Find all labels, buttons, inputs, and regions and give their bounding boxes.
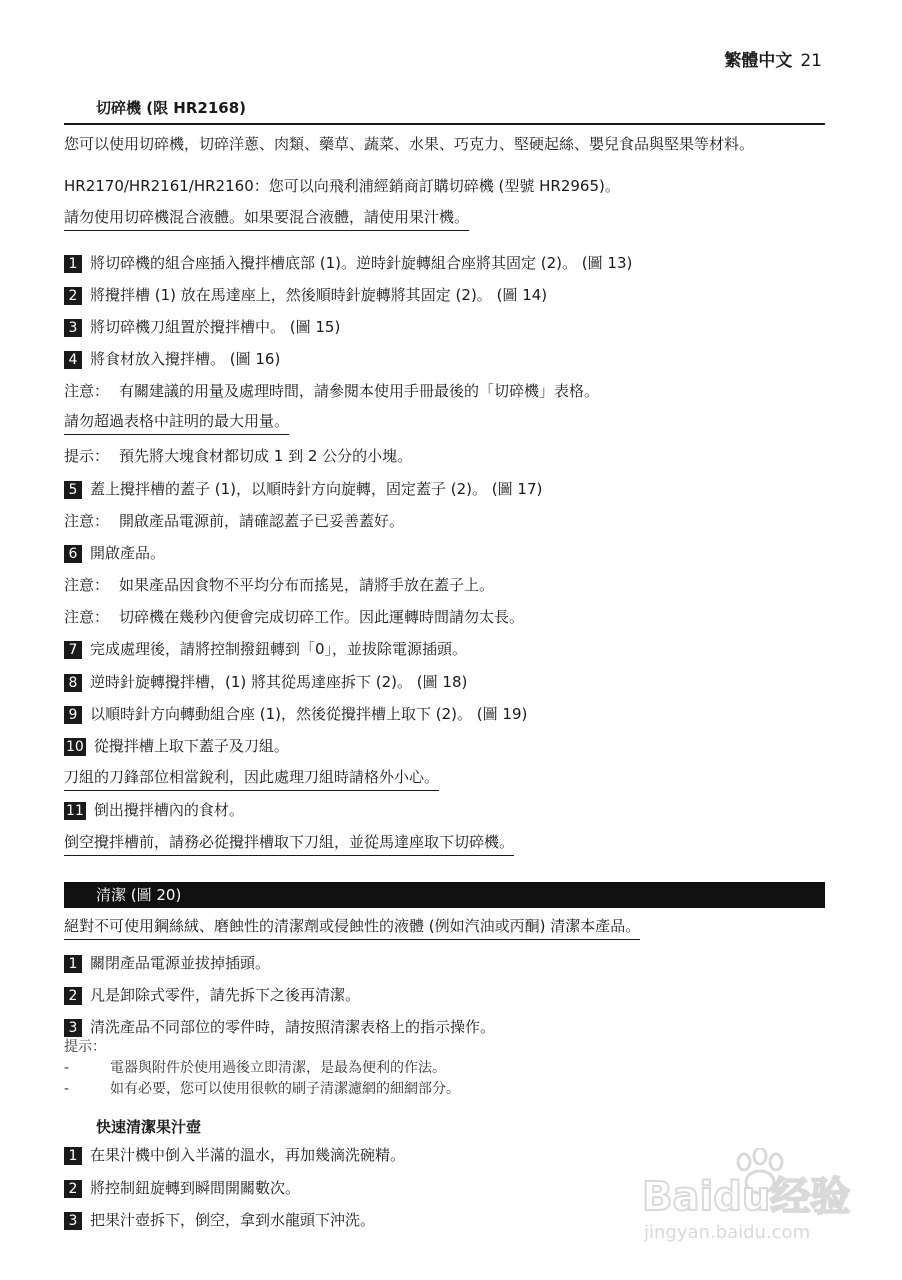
tip-text: 如有必要，您可以使用很軟的刷子清潔濾網的細網部分。 xyxy=(110,1081,460,1097)
step-number: 4 xyxy=(64,351,82,369)
tip-text: 電器與附件於使用過後立即清潔，是最為便利的作法。 xyxy=(110,1060,446,1076)
step-text: 蓋上攪拌槽的蓋子 (1)，以順時針方向旋轉，固定蓋子 (2)。 (圖 17) xyxy=(90,480,543,498)
bullet: - xyxy=(64,1081,70,1097)
clean-step-2 xyxy=(64,985,360,1005)
note-text: 有關建議的用量及處理時間，請參閱本使用手冊最後的「切碎機」表格。 xyxy=(119,382,600,400)
step-number: 1 xyxy=(64,1147,82,1165)
step-text: 在果汁機中倒入半滿的溫水，再加幾滴洗碗精。 xyxy=(90,1146,406,1164)
quick-step-2 xyxy=(64,1178,300,1198)
step-11 xyxy=(64,800,244,820)
step-text: 把果汁壺拆下，倒空，拿到水龍頭下沖洗。 xyxy=(90,1211,376,1229)
step-text: 將控制鈕旋轉到瞬間開關數次。 xyxy=(90,1179,301,1197)
step-number: 1 xyxy=(64,255,82,273)
step-number: 3 xyxy=(64,1212,82,1230)
model-note: HR2170/HR2161/HR2160：您可以向飛利浦經銷商訂購切碎機 (型號 HR2965)。 xyxy=(64,177,620,195)
warning-text: 絕對不可使用鋼絲絨、磨蝕性的清潔劑或侵蝕性的液體 (例如汽油或丙酮) 清潔本產品。 xyxy=(64,917,640,940)
section-title-cleaning: 清潔 (圖 20) xyxy=(96,886,182,904)
paw-toe xyxy=(754,1148,766,1164)
paw-toe xyxy=(738,1154,750,1170)
step-3 xyxy=(64,317,340,337)
page-number: 21 xyxy=(800,51,822,71)
step-number: 11 xyxy=(66,803,84,819)
note-text: 如果產品因食物不平均分布而搖晃，請將手放在蓋子上。 xyxy=(119,576,495,594)
section-rule xyxy=(64,123,825,125)
step-9 xyxy=(64,704,527,724)
step-text: 開啟產品。 xyxy=(90,544,166,562)
warning-text: 刀組的刀鋒部位相當銳利，因此處理刀組時請格外小心。 xyxy=(64,768,439,791)
section-title-chopper: 切碎機 (限 HR2168) xyxy=(96,99,247,117)
step-number: 10 xyxy=(66,739,84,755)
warning-line xyxy=(64,207,469,227)
step-text: 將切碎機的組合座插入攪拌槽底部 (1)。逆時針旋轉組合座將其固定 (2)。 (圖 13) xyxy=(90,254,633,272)
step-text: 以順時針方向轉動組合座 (1)，然後從攪拌槽上取下 (2)。 (圖 19) xyxy=(90,705,528,723)
step-number: 2 xyxy=(64,1180,82,1198)
intro-paragraph: 您可以使用切碎機，切碎洋蔥、肉類、藥草、蔬菜、水果、巧克力、堅硬起絲、嬰兒食品與堅果等材料。 xyxy=(64,135,755,153)
tip-label: 提示： xyxy=(64,447,110,465)
step-5 xyxy=(64,479,542,499)
quick-step-1 xyxy=(64,1145,405,1165)
paw-toe xyxy=(770,1154,782,1170)
step-1 xyxy=(64,253,632,273)
step-number: 9 xyxy=(64,706,82,724)
watermark-url: jingyan.baidu.com xyxy=(644,1222,811,1243)
tip-item xyxy=(64,1059,446,1077)
step-6 xyxy=(64,543,165,563)
step-number: 7 xyxy=(64,641,82,659)
note-label: 注意： xyxy=(64,512,110,530)
step-text: 逆時針旋轉攪拌槽，(1) 將其從馬達座拆下 (2)。 (圖 18) xyxy=(90,673,468,691)
warning-text: 倒空攪拌槽前，請務必從攪拌槽取下刀組，並從馬達座取下切碎機。 xyxy=(64,833,514,856)
language-label: 繁體中文 xyxy=(724,51,793,71)
tip-line xyxy=(64,446,412,466)
note-label: 注意： xyxy=(64,608,110,626)
section-bar-cleaning xyxy=(64,882,825,908)
note-line xyxy=(64,607,524,627)
step-number: 1 xyxy=(64,955,82,973)
step-text: 將食材放入攪拌槽。 (圖 16) xyxy=(90,350,281,368)
step-2 xyxy=(64,285,547,305)
step-number: 5 xyxy=(64,481,82,499)
step-number: 3 xyxy=(64,1019,82,1037)
step-text: 凡是卸除式零件，請先拆下之後再清潔。 xyxy=(90,986,361,1004)
warning-line xyxy=(64,832,514,852)
note-line xyxy=(64,381,599,401)
step-text: 倒出攪拌槽內的食材。 xyxy=(93,801,244,819)
step-7 xyxy=(64,639,467,659)
subsection-title-quick-clean: 快速清潔果汁壺 xyxy=(96,1118,202,1136)
step-text: 完成處理後，請將控制撥鈕轉到「0」，並拔除電源插頭。 xyxy=(90,640,468,658)
step-text: 將攪拌槽 (1) 放在馬達座上，然後順時針旋轉將其固定 (2)。 (圖 14) xyxy=(90,286,548,304)
tips-label: 提示： xyxy=(64,1039,106,1055)
note-line xyxy=(64,511,404,531)
tip-text: 預先將大塊食材都切成 1 到 2 公分的小塊。 xyxy=(119,447,413,465)
clean-step-1 xyxy=(64,953,270,973)
note-text: 切碎機在幾秒內便會完成切碎工作。因此運轉時間請勿太長。 xyxy=(119,608,525,626)
step-number: 2 xyxy=(64,287,82,305)
note-label: 注意： xyxy=(64,382,110,400)
quick-step-3 xyxy=(64,1210,375,1230)
warning-line xyxy=(64,411,289,431)
step-number: 3 xyxy=(64,319,82,337)
bullet: - xyxy=(64,1060,70,1076)
step-text: 將切碎機刀組置於攪拌槽中。 (圖 15) xyxy=(90,318,341,336)
step-number: 6 xyxy=(64,545,82,563)
note-label: 注意： xyxy=(64,576,110,594)
warning-text: 請勿超過表格中註明的最大用量。 xyxy=(64,412,289,435)
warning-text: 請勿使用切碎機混合液體。如果要混合液體，請使用果汁機。 xyxy=(64,208,469,231)
step-number: 8 xyxy=(64,674,82,692)
page-header xyxy=(724,46,822,71)
baidu-watermark-logo xyxy=(636,1148,856,1248)
step-10 xyxy=(64,736,289,756)
step-4 xyxy=(64,349,280,369)
step-8 xyxy=(64,672,467,692)
warning-line xyxy=(64,916,640,936)
step-text: 從攪拌槽上取下蓋子及刀組。 xyxy=(93,737,289,755)
step-text: 清洗產品不同部位的零件時，請按照清潔表格上的指示操作。 xyxy=(90,1018,496,1036)
tip-item xyxy=(64,1080,460,1098)
clean-step-3 xyxy=(64,1017,495,1037)
watermark-brand: Baidu经验 xyxy=(642,1174,851,1220)
step-text: 關閉產品電源並拔掉插頭。 xyxy=(90,954,271,972)
warning-line xyxy=(64,767,439,787)
note-text: 開啟產品電源前，請確認蓋子已妥善蓋好。 xyxy=(119,512,405,530)
step-number: 2 xyxy=(64,987,82,1005)
note-line xyxy=(64,575,494,595)
